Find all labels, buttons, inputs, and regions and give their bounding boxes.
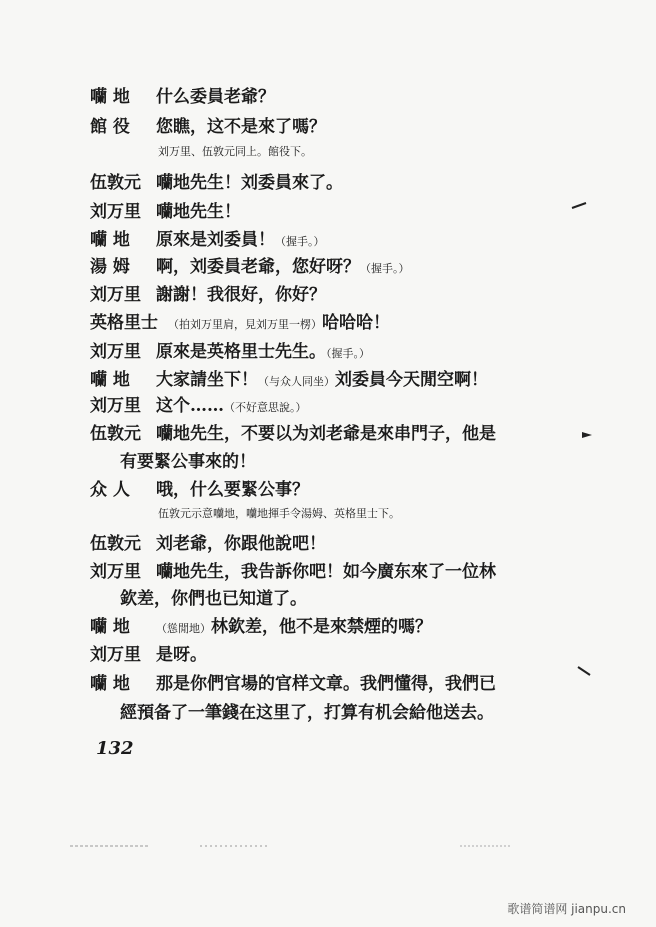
dialogue-line [90, 284, 616, 306]
speech-text: 原來是英格里士先生。 [156, 342, 326, 362]
speech-text: 哦，什么要緊公事？ [156, 480, 309, 500]
dialogue-line [90, 644, 616, 666]
speech-text: 刘老爺，你跟他說吧！ [156, 534, 326, 554]
speaker-name: 刘万里 [90, 342, 141, 362]
speech-text: 謝謝！我很好，你好？ [156, 285, 326, 305]
dialogue-line [90, 423, 616, 445]
speech-text: 您瞧，这不是來了嗎？ [156, 117, 326, 137]
dialogue-line [90, 172, 616, 194]
speaker-name: 囒 地 [90, 674, 130, 694]
dialogue-line [90, 312, 616, 336]
page-number: 132 [96, 738, 134, 759]
speaker-name: 众 人 [90, 480, 130, 500]
stage-note: （握手。） [360, 262, 410, 275]
stage-direction: 刘万里、伍敦元同上。館役下。 [158, 145, 312, 158]
dialogue-line [90, 533, 616, 555]
scan-mark [580, 430, 594, 440]
speech-text: 哈哈哈！ [322, 313, 390, 333]
speaker-name: 囒 地 [90, 617, 130, 637]
speaker-name: 刘万里 [90, 202, 141, 222]
speech-text: 那是你們官場的官样文章。我們懂得，我們已 [156, 674, 496, 694]
speaker-name: 刘万里 [90, 562, 141, 582]
speech-text: 囒地先生！ [156, 202, 241, 222]
dialogue-line [90, 369, 616, 393]
speech-text-continued: 刘委員今天閒空啊！ [335, 370, 488, 390]
speaker-name: 囒 地 [90, 370, 130, 390]
speech-text: 囒地先生！刘委員來了。 [156, 173, 343, 193]
stage-note: （与众人同坐） [258, 375, 335, 388]
stage-direction: 伍敦元示意囒地，囒地揮手令湯姆、英格里士下。 [158, 507, 400, 520]
dialogue-line [90, 395, 616, 419]
speech-continuation: 有要緊公事來的！ [120, 452, 256, 472]
speech-text: 囒地先生，我告訴你吧！如今廣东來了一位林 [156, 562, 496, 582]
speech-text: 这个…… [156, 396, 224, 416]
scan-mark [576, 664, 594, 678]
speaker-name: 伍敦元 [90, 173, 141, 193]
dialogue-line [90, 116, 616, 138]
speaker-name: 刘万里 [90, 285, 141, 305]
stage-note: （慫閒地） [156, 622, 211, 635]
speech-continuation: 欽差，你們也已知道了。 [120, 589, 307, 609]
watermark-text: 歌谱简谱网 jianpu.cn [507, 902, 626, 916]
speech-text: 啊，刘委員老爺，您好呀？ [156, 257, 360, 277]
dialogue-line [90, 341, 616, 365]
speaker-name: 囒 地 [90, 230, 130, 250]
speaker-name: 伍敦元 [90, 424, 141, 444]
speech-text: 什么委員老爺？ [156, 87, 275, 107]
speaker-name: 伍敦元 [90, 534, 141, 554]
speech-text: 林欽差，他不是來禁煙的嗎？ [211, 617, 432, 637]
speaker-name: 湯 姆 [90, 257, 130, 277]
speaker-name: 館 役 [90, 117, 130, 137]
speaker-name: 刘万里 [90, 396, 141, 416]
speech-continuation: 經預备了一筆錢在这里了，打算有机会給他送去。 [120, 703, 494, 723]
dialogue-line [90, 229, 616, 253]
stage-note: （握手。） [275, 235, 325, 248]
stage-note: （握手。） [326, 347, 370, 360]
speaker-name: 刘万里 [90, 645, 141, 665]
stage-note: （拍刘万里肩，見刘万里一楞） [168, 318, 322, 331]
speaker-name: 囒 地 [90, 87, 130, 107]
dialogue-line [90, 616, 616, 640]
scan-mark [570, 200, 590, 212]
speech-text: 原來是刘委員！ [156, 230, 275, 250]
speech-text: 囒地先生，不要以为刘老爺是來串門子，他是 [156, 424, 496, 444]
speech-text: 是呀。 [156, 645, 207, 665]
dialogue-line [90, 201, 616, 223]
speaker-name: 英格里士 [90, 313, 158, 333]
dialogue-line [90, 86, 616, 108]
stage-note: （不好意思說。） [224, 401, 307, 414]
scan-artifact-marks [60, 840, 540, 852]
dialogue-line [90, 673, 616, 695]
dialogue-line [90, 561, 616, 583]
speech-text: 大家請坐下！ [156, 370, 258, 390]
dialogue-line [90, 479, 616, 501]
dialogue-line [90, 256, 616, 280]
